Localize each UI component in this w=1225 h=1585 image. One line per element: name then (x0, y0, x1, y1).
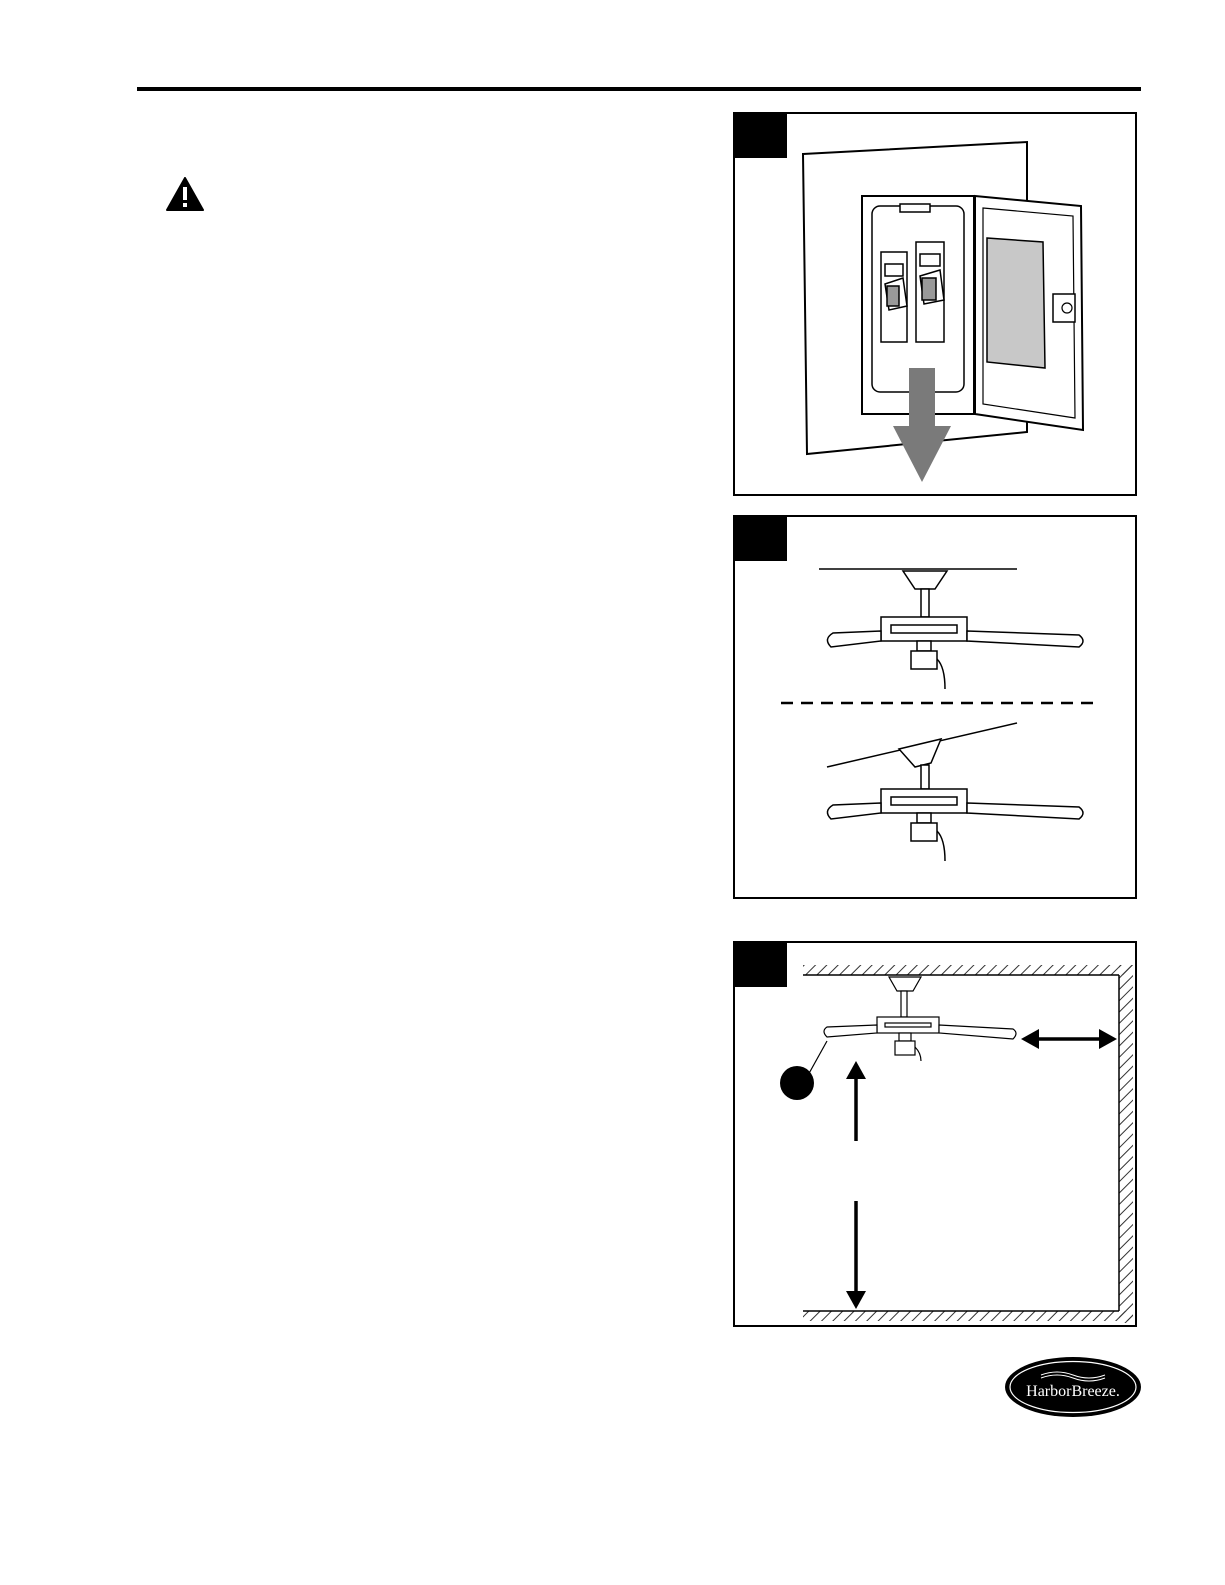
callout-marker (780, 1066, 814, 1100)
harbor-breeze-logo (1003, 1355, 1143, 1419)
figure-ceiling-mount-types (733, 515, 1137, 899)
ceiling-fan-icon (735, 517, 1135, 897)
figure-clearance (733, 941, 1137, 1327)
ceiling-fan-icon (824, 977, 1016, 1061)
warning-triangle-icon (166, 177, 204, 211)
breaker-panel-icon (735, 114, 1135, 494)
logo-text: HarborBreeze. (1026, 1383, 1120, 1400)
clearance-diagram (735, 943, 1135, 1325)
header-rule (137, 87, 1141, 91)
figure-breaker-panel (733, 112, 1137, 496)
double-arrow-icon (1021, 1029, 1117, 1049)
